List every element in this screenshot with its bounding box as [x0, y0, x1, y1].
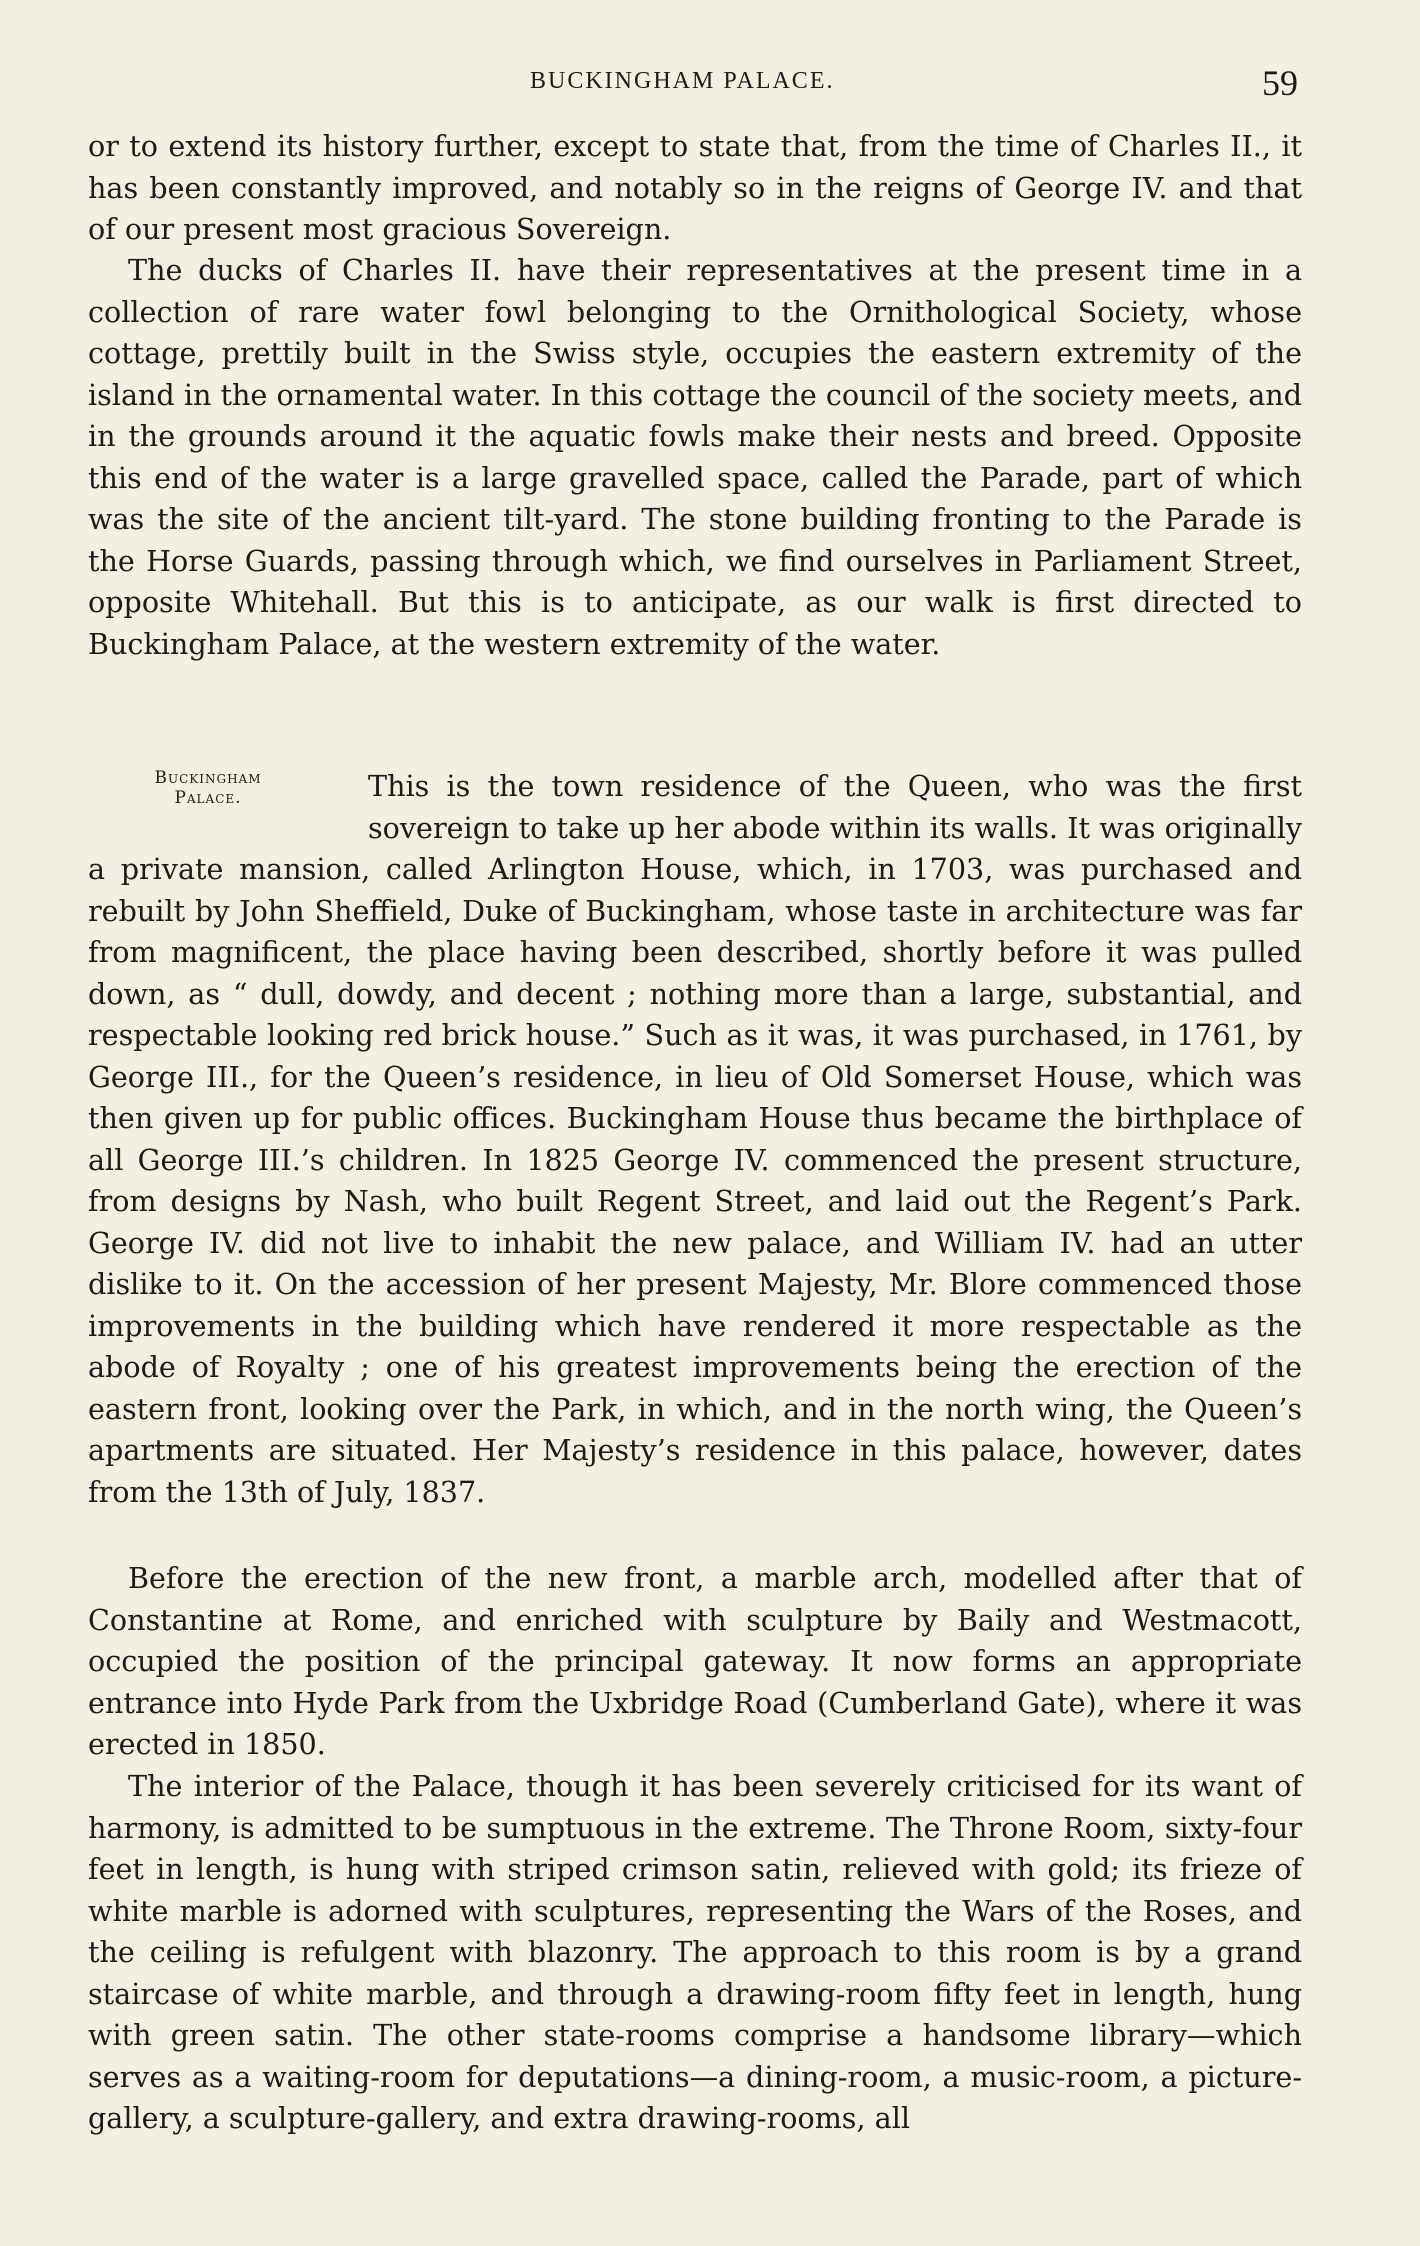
side-note-line: Palace.	[174, 788, 242, 808]
paragraph-continuation	[88, 126, 1302, 251]
side-note	[88, 768, 328, 808]
paragraph-marble-arch	[88, 1558, 1302, 1766]
page-number: 59	[1262, 63, 1298, 103]
paragraph-text: This is the town residence of the Queen, who was the first sovereign to take up her abode within its walls. It was originally a private mansion, called Arlington House, which, in 1703, was purchased and rebuilt by John Sheffield, Duke of Buckingham, whose taste in architecture was far from magnificent, the place having been described, shortly before it was pulled down, as “ dull, dowdy, and decent ; nothing more than a large, substantial, and respectable looking red brick house.” Such as it was, it was purchased, in 1761, by George III., for the Queen’s residence, in lieu of Old Somerset House, which was then given up for public offices. Buckingham House thus became the birthplace of all George III.’s children. In 1825 George IV. commenced the present structure, from designs by Nash, who built Regent Street, and laid out the Regent’s Park. George IV. did not live to inhabit the new palace, and William IV. had an utter dislike to it. On the accession of her present Majesty, Mr. Blore commenced those improvements in the building which have rendered it more respectable as the abode of Royalty ; one of his greatest improvements being the erection of the eastern front, looking over the Park, in which, and in the north wing, the Queen’s apartments are situated. Her Majesty’s residence in this palace, however, dates from the 13th of July, 1837.	[88, 769, 1302, 1509]
paragraph-ducks	[88, 250, 1302, 665]
running-head	[0, 62, 1420, 102]
paragraph-text: The interior of the Palace, though it has been severely criticised for its want of harmony, is admitted to be sumptuous in the extreme. The Throne Room, sixty-four feet in length, is hung with striped crimson satin, relieved with gold; its frieze of white marble is adorned with sculptures, representing the Wars of the Roses, and the ceiling is refulgent with blazonry. The approach to this room is by a grand staircase of white marble, and through a drawing-room fifty feet in length, hung with green satin. The other state-rooms comprise a handsome library—which serves as a waiting-room for deputations—a dining-room, a music-room, a picture-gallery, a sculpture-gallery, and extra drawing-rooms, all	[88, 1769, 1302, 2135]
paragraph-text: The ducks of Charles II. have their representatives at the present time in a collection of rare water fowl belonging to the Ornithological Society, whose cottage, prettily built in the Swiss style, occupies the eastern extremity of the island in the ornamental water. In this cottage the council of the society meets, and in the grounds around it the aquatic fowls make their nests and breed. Opposite this end of the water is a large gravelled space, called the Parade, part of which was the site of the ancient tilt-yard. The stone building fronting to the Parade is the Horse Guards, passing through which, we find ourselves in Parliament Street, opposite Whitehall. But this is to anticipate, as our walk is first directed to Buckingham Palace, at the western extremity of the water.	[88, 253, 1302, 661]
paragraph-text: Before the erection of the new front, a marble arch, modelled after that of Constantine at Rome, and enriched with sculpture by Baily and Westmacott, occupied the position of the principal gateway. It now forms an appropriate entrance into Hyde Park from the Uxbridge Road (Cumberland Gate), where it was erected in 1850.	[88, 1561, 1302, 1761]
paragraph-interior	[88, 1766, 1302, 2140]
paragraph-text: or to extend its history further, except to state that, from the time of Charles II., it has been constantly improved, and notably so in the reigns of George IV. and that of our present most gracious Sovereign.	[88, 129, 1302, 246]
side-note-line: Buckingham	[154, 768, 262, 788]
running-title: BUCKINGHAM PALACE.	[530, 68, 835, 94]
paragraph-buckingham-palace	[88, 766, 1302, 1513]
